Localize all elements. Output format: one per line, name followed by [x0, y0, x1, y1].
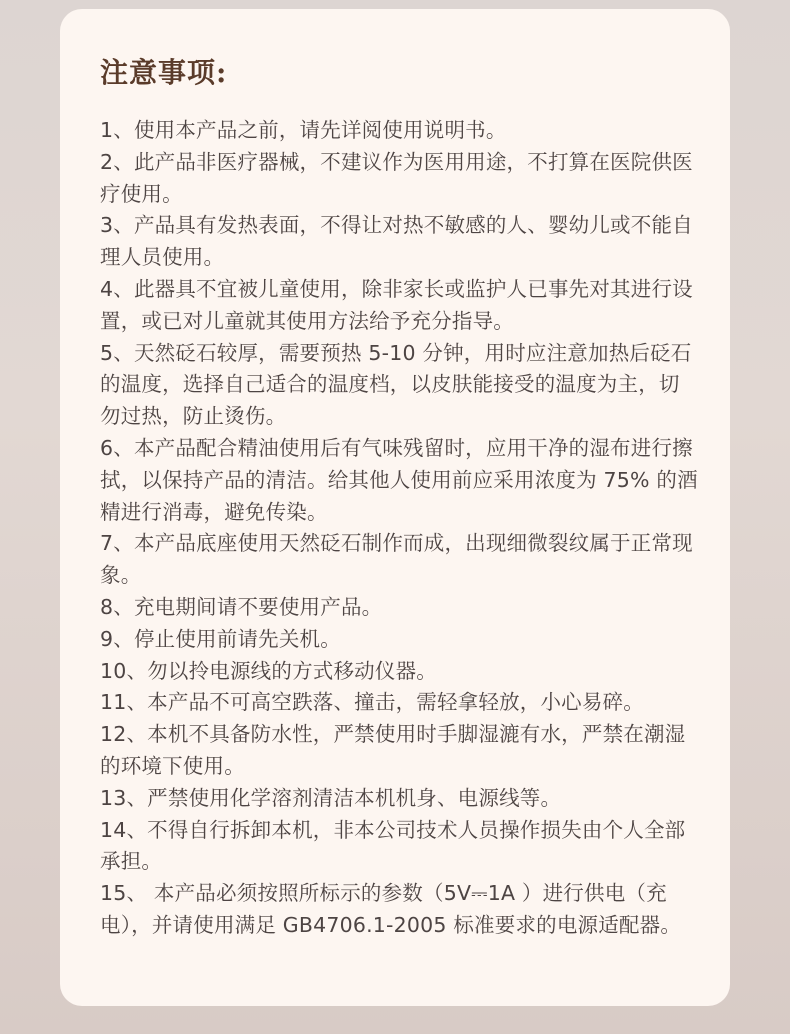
notice-item: 6、本产品配合精油使用后有气味残留时，应用干净的湿布进行擦拭，以保持产品的清洁。给其他人使用前应采用浓度为 75% 的酒精进行消毒，避免传染。	[100, 435, 698, 524]
notice-item: 13、严禁使用化学溶剂清洁本机机身、电源线等。	[100, 785, 562, 810]
notice-card	[60, 9, 730, 1006]
notice-item: 3、产品具有发热表面，不得让对热不敏感的人、婴幼儿或不能自理人员使用。	[100, 213, 693, 270]
notice-item: 8、充电期间请不要使用产品。	[100, 594, 383, 619]
notice-item: 7、本产品底座使用天然砭石制作而成，出现细微裂纹属于正常现象。	[100, 531, 693, 588]
notice-item: 1、使用本产品之前，请先详阅使用说明书。	[100, 118, 507, 142]
notice-item: 10、勿以拎电源线的方式移动仪器。	[100, 658, 437, 683]
notice-item: 12、本机不具备防水性，严禁使用时手脚湿漉有水，严禁在潮湿的环境下使用。	[100, 722, 686, 778]
notice-item: 9、停止使用前请先关机。	[100, 626, 341, 651]
notice-item: 14、不得自行拆卸本机，非本公司技术人员操作损失由个人全部承担。	[100, 817, 686, 874]
notice-item: 5、天然砭石较厚，需要预热 5-10 分钟，用时应注意加热后砭石的温度，选择自己适合的温度档，以皮肤能接受的温度为主，切勿过热，防止烫伤。	[100, 340, 692, 429]
notice-item: 2、此产品非医疗器械，不建议作为医用用途，不打算在医院供医疗使用。	[100, 149, 693, 206]
notice-list	[100, 115, 700, 942]
notice-item: 4、此器具不宜被儿童使用，除非家长或监护人已事先对其进行设置，或已对儿童就其使用方法给予充分指导。	[100, 276, 693, 333]
notice-item: 15、 本产品必须按照所标示的参数（5V⎓1A ）进行供电（充电），并请使用满足 GB4706.1-2005 标准要求的电源适配器。	[100, 881, 682, 937]
notice-item: 11、本产品不可高空跌落、撞击，需轻拿轻放，小心易碎。	[100, 690, 644, 715]
notice-title: 注意事项:	[100, 56, 228, 89]
